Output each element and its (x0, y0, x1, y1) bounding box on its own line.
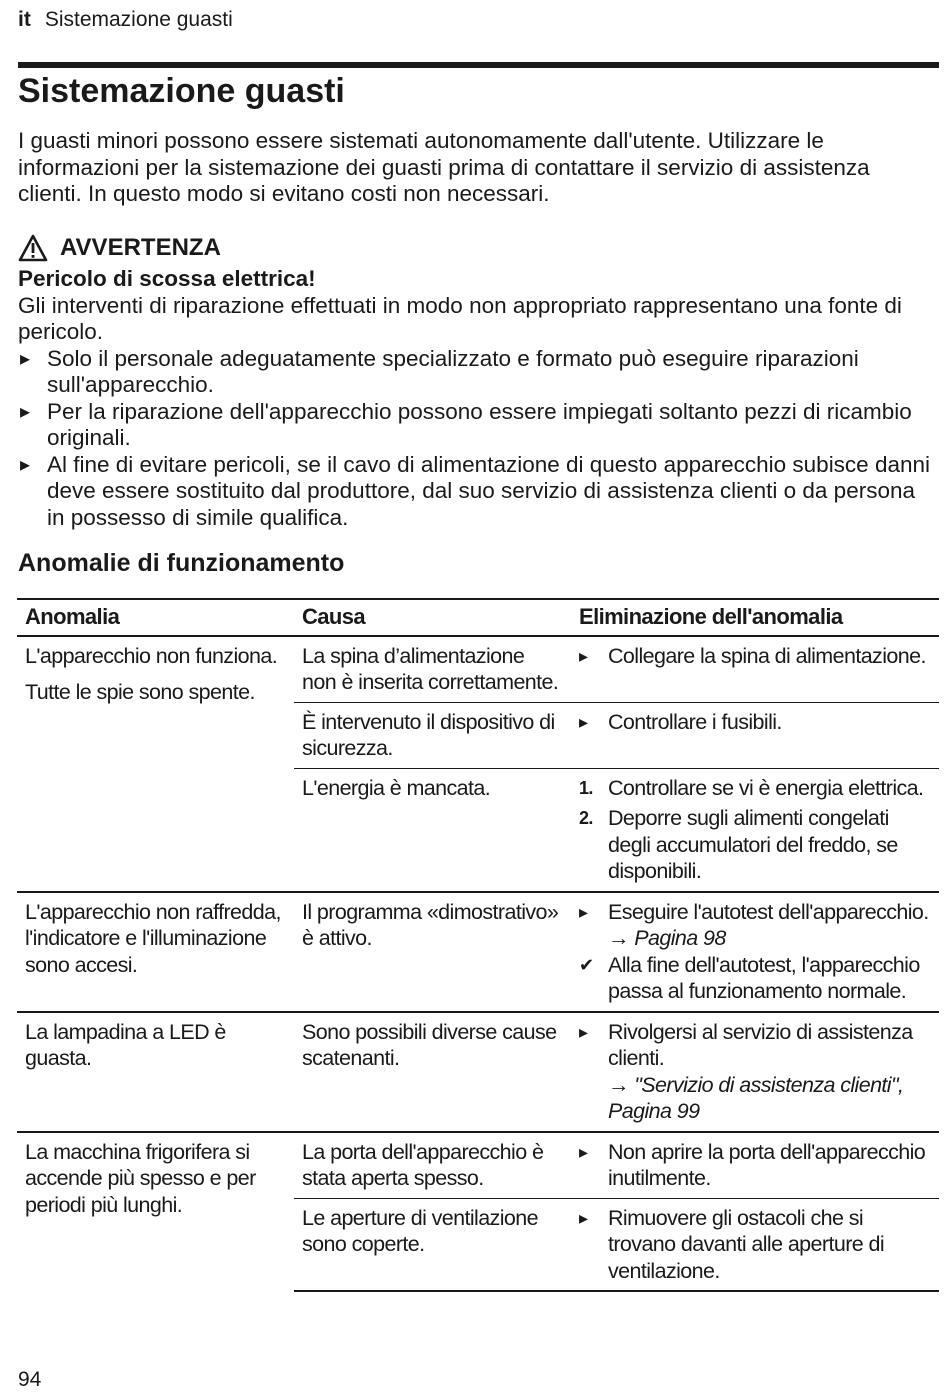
remedy-cell (571, 636, 939, 703)
remedy-cell (571, 768, 939, 892)
step-number: 2. (579, 808, 593, 828)
warning-triangle-icon (18, 234, 48, 262)
page-reference: → "Servizio di assistenza clienti", Pagina 99 (608, 1072, 904, 1123)
remedy-cell (571, 1012, 939, 1132)
warning-heading (18, 230, 930, 266)
section-title: Anomalie di funzionamento (18, 549, 345, 577)
table-row (17, 1132, 939, 1199)
anomaly-cell: La macchina frigorifera si accende più spesso e per periodi più lunghi. (17, 1132, 294, 1292)
bullet-arrow-icon: ▸ (579, 1021, 588, 1042)
warning-box (18, 230, 930, 531)
remedy-text: Rivolgersi al servizio di assistenza clienti. (608, 1019, 913, 1070)
cause-cell: Sono possibili diverse cause scatenanti. (294, 1012, 571, 1132)
troubleshooting-table (17, 598, 939, 1292)
warning-bullet: ▸ Per la riparazione dell'apparecchio possono essere impiegati soltanto pezzi di ricambio originali. (18, 399, 930, 452)
table-row (17, 892, 939, 1012)
remedy-text: Controllare i fusibili. (608, 709, 782, 734)
warning-bullet: ▸ Solo il personale adeguatamente specializzato e formato può eseguire riparazioni sull'apparecchio. (18, 346, 930, 399)
remedy-cell (571, 702, 939, 768)
remedy-cell (571, 1198, 939, 1291)
remedy-cell (571, 892, 939, 1012)
remedy-text: Eseguire l'autotest dell'apparecchio. (608, 899, 929, 924)
bullet-arrow-icon: ▸ (579, 1141, 588, 1162)
header-section: Sistemazione guasti (44, 8, 233, 31)
cause-cell: La porta dell'apparecchio è stata aperta spesso. (294, 1132, 571, 1199)
remedy-text: Alla fine dell'autotest, l'apparecchio passa al funzionamento normale. (608, 952, 920, 1003)
warning-label: AVVERTENZA (60, 233, 221, 261)
warning-list (18, 346, 930, 532)
remedy-cell (571, 1132, 939, 1199)
remedy-text: Non aprire la porta dell'apparecchio inutilmente. (608, 1139, 926, 1190)
page-title: Sistemazione guasti (18, 72, 345, 110)
warning-bullet: ▸ Al fine di evitare pericoli, se il cavo di alimentazione di questo apparecchio subisce danni deve essere sostituito dal produttore, dal suo servizio di assistenza clienti o da persona in possesso di simile qualifica. (18, 452, 930, 532)
table-row (17, 636, 939, 703)
table-header-row (17, 599, 939, 636)
page-number: 94 (18, 1368, 42, 1391)
bullet-arrow-icon: ▸ (579, 645, 588, 666)
language-code: it (18, 8, 31, 31)
header-remedy: Eliminazione dell'anomalia (571, 599, 939, 636)
remedy-text: Collegare la spina di alimentazione. (608, 643, 926, 668)
warning-subtitle: Pericolo di scossa elettrica! (18, 266, 316, 291)
bullet-arrow-icon: ▸ (579, 711, 588, 732)
remedy-text: Deporre sugli alimenti congelati degli accumulatori del freddo, se disponibili. (608, 806, 898, 883)
anomaly-cell: L'apparecchio non raffredda, l'indicatore e l'illuminazione sono accesi. (17, 892, 294, 1012)
anomaly-text: Tutte le spie sono spente. (25, 680, 255, 704)
header-cause: Causa (294, 599, 571, 636)
page-reference: → Pagina 98 (608, 926, 726, 950)
header-rule (18, 62, 939, 68)
bullet-arrow-icon: ▸ (579, 901, 588, 922)
cause-cell: Il programma «dimostrativo» è attivo. (294, 892, 571, 1012)
checkmark-icon: ✔ (579, 954, 594, 975)
cause-cell: L'energia è mancata. (294, 768, 571, 892)
step-number: 1. (579, 777, 593, 798)
anomaly-cell: La lampadina a LED è guasta. (17, 1012, 294, 1132)
intro-paragraph: I guasti minori possono essere sistemati autonomamente dall'utente. Utilizzare le informazioni per la sistemazione dei guasti prima di contattare il servizio di assistenza clienti. In questo modo si evitano costi non necessari. (18, 128, 870, 206)
anomaly-text: L'apparecchio non funziona. (25, 643, 278, 668)
anomaly-cell (17, 636, 294, 892)
remedy-text: Controllare se vi è energia elettrica. (608, 775, 924, 800)
table-row (17, 1012, 939, 1132)
remedy-text: Rimuovere gli ostacoli che si trovano davanti alle aperture di ventilazione. (608, 1205, 885, 1283)
running-header (18, 8, 233, 32)
warning-text: Gli interventi di riparazione effettuati in modo non appropriato rappresentano una fonte di pericolo. (18, 292, 902, 344)
cause-cell: Le aperture di ventilazione sono coperte. (294, 1198, 571, 1291)
bullet-arrow-icon: ▸ (579, 1207, 588, 1228)
cause-cell: La spina d’alimentazione non è inserita correttamente. (294, 636, 571, 703)
header-anomaly: Anomalia (17, 599, 294, 636)
cause-cell: È intervenuto il dispositivo di sicurezza. (294, 702, 571, 768)
